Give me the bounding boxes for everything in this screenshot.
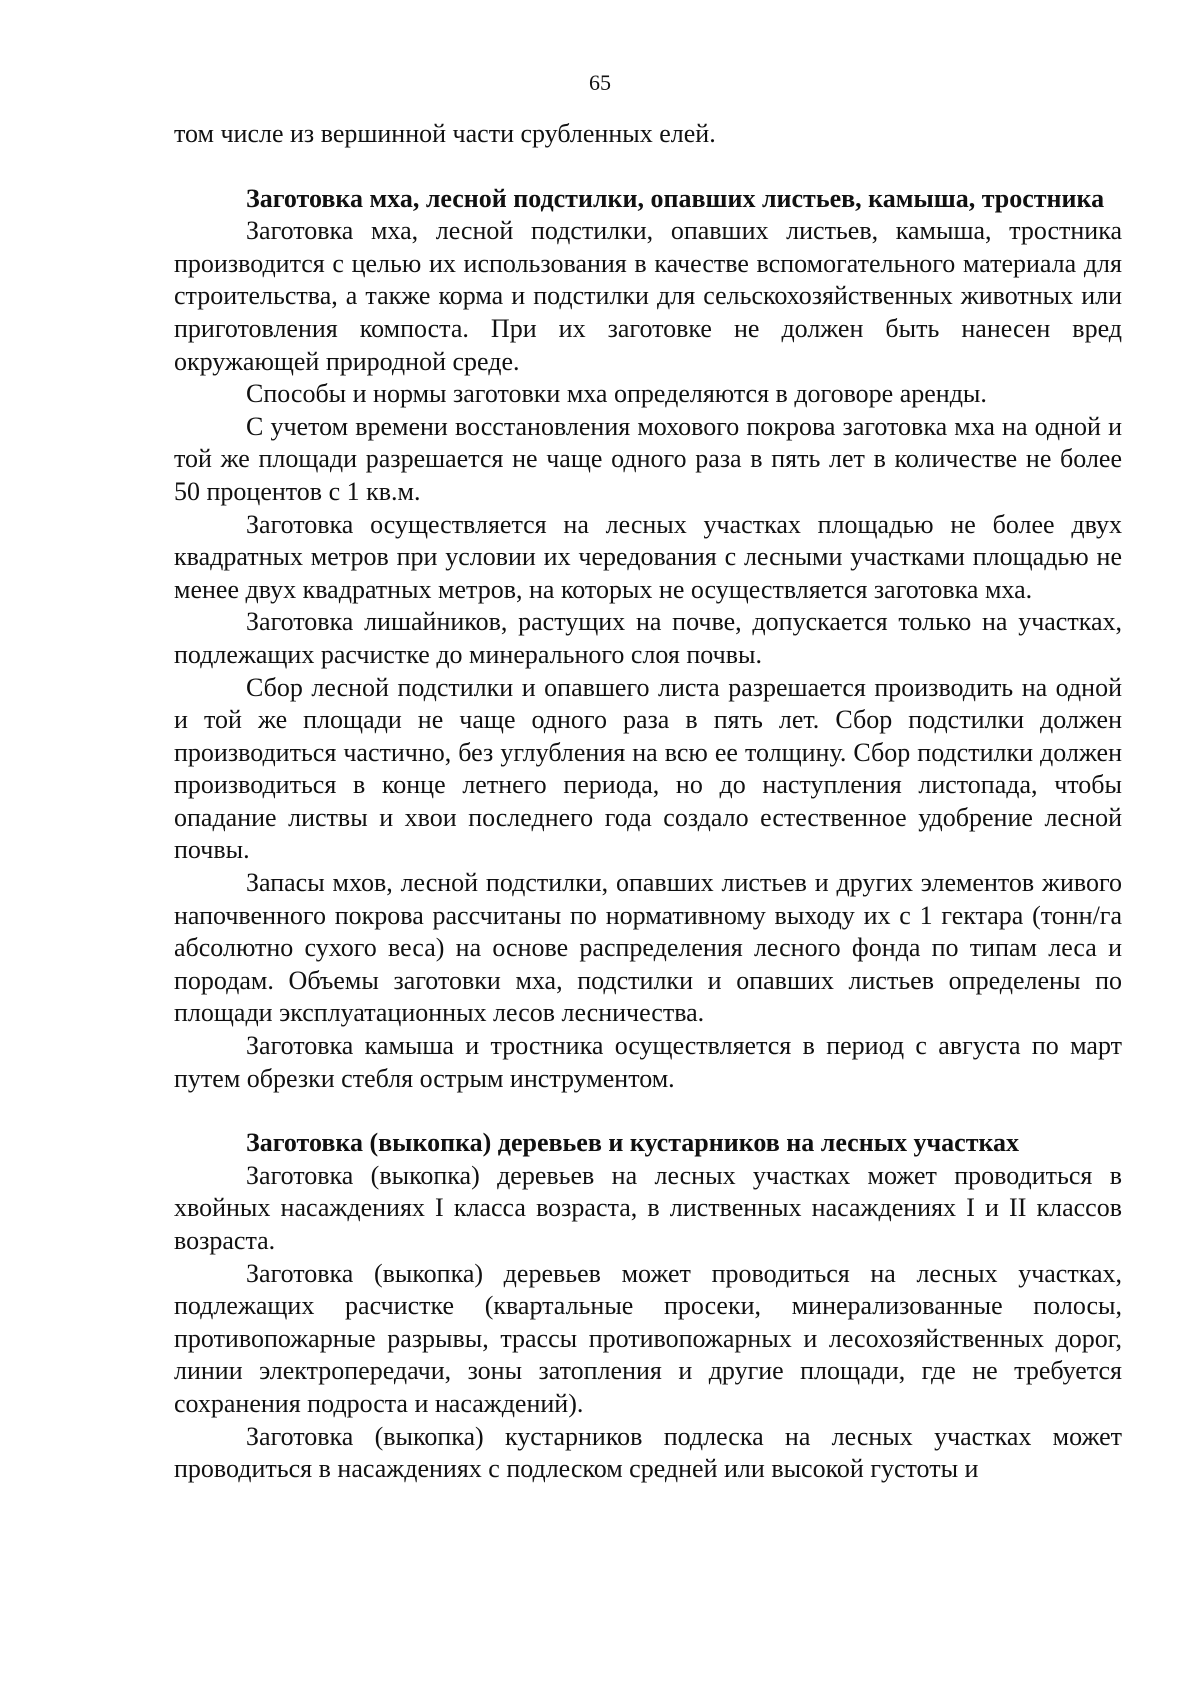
document-body: [174, 118, 1122, 1486]
paragraph: Заготовка (выкопка) деревьев может проводиться на лесных участках, подлежащих расчистке (квартальные просеки, минерализованные полосы, противопожарные разрывы, трассы противопожарных и лесохозяйственных дорог, линии электропередачи, зоны затопления и другие площади, где не требуется сохранения подроста и насаждений).: [174, 1258, 1122, 1418]
paragraph: Запасы мхов, лесной подстилки, опавших листьев и других элементов живого напочвенного покрова рассчитаны по нормативному выходу их с 1 гектара (тонн/га абсолютно сухого веса) на основе распределения лесного фонда по типам леса и породам. Объемы заготовки мха, подстилки и опавших листьев определены по площади эксплуатационных лесов лесничества.: [174, 868, 1122, 1028]
paragraph: Заготовка камыша и тростника осуществляется в период с августа по март путем обрезки стебля острым инструментом.: [174, 1031, 1122, 1093]
paragraph: Сбор лесной подстилки и опавшего листа разрешается производить на одной и той же площади не чаще одного раза в пять лет. Сбор подстилки должен производиться частично, без углубления на всю ее толщину. Сбор подстилки должен производиться в конце летнего периода, но до наступления листопада, чтобы опадание листвы и хвои последнего года создало естественное удобрение лесной почвы.: [174, 672, 1122, 865]
section-heading-trees: Заготовка (выкопка) деревьев и кустарников на лесных участках: [246, 1128, 1020, 1158]
paragraph: Способы и нормы заготовки мха определяются в договоре аренды.: [246, 379, 987, 409]
continuation-text: том числе из вершинной части срубленных елей.: [174, 119, 716, 148]
paragraph: С учетом времени восстановления мохового покрова заготовка мха на одной и той же площади разрешается не чаще одного раза в пять лет в количестве не более 50 процентов с 1 кв.м.: [174, 411, 1122, 506]
paragraph: Заготовка лишайников, растущих на почве, допускается только на участках, подлежащих расчистке до минерального слоя почвы.: [174, 607, 1122, 669]
paragraph: Заготовка (выкопка) кустарников подлеска на лесных участках может проводиться в насаждениях с подлеском средней или высокой густоты и: [174, 1421, 1122, 1484]
paragraph: Заготовка мха, лесной подстилки, опавших листьев, камыша, тростника производится с целью их использования в качестве вспомогательного материала для строительства, а также корма и подстилки для сельскохозяйственных животных или приготовления компоста. При их заготовке не должен быть нанесен вред окружающей природной среде.: [174, 216, 1122, 376]
paragraph: Заготовка (выкопка) деревьев на лесных участках может проводиться в хвойных насаждениях I класса возраста, в лиственных насаждениях I и II классов возраста.: [174, 1160, 1122, 1255]
paragraph: Заготовка осуществляется на лесных участках площадью не более двух квадратных метров при условии их чередования с лесными участками площадью не менее двух квадратных метров, на которых не осуществляется заготовка мха.: [174, 509, 1122, 604]
section-heading-moss: Заготовка мха, лесной подстилки, опавших листьев, камыша, тростника: [246, 183, 1105, 213]
page-number: 65: [589, 70, 611, 95]
